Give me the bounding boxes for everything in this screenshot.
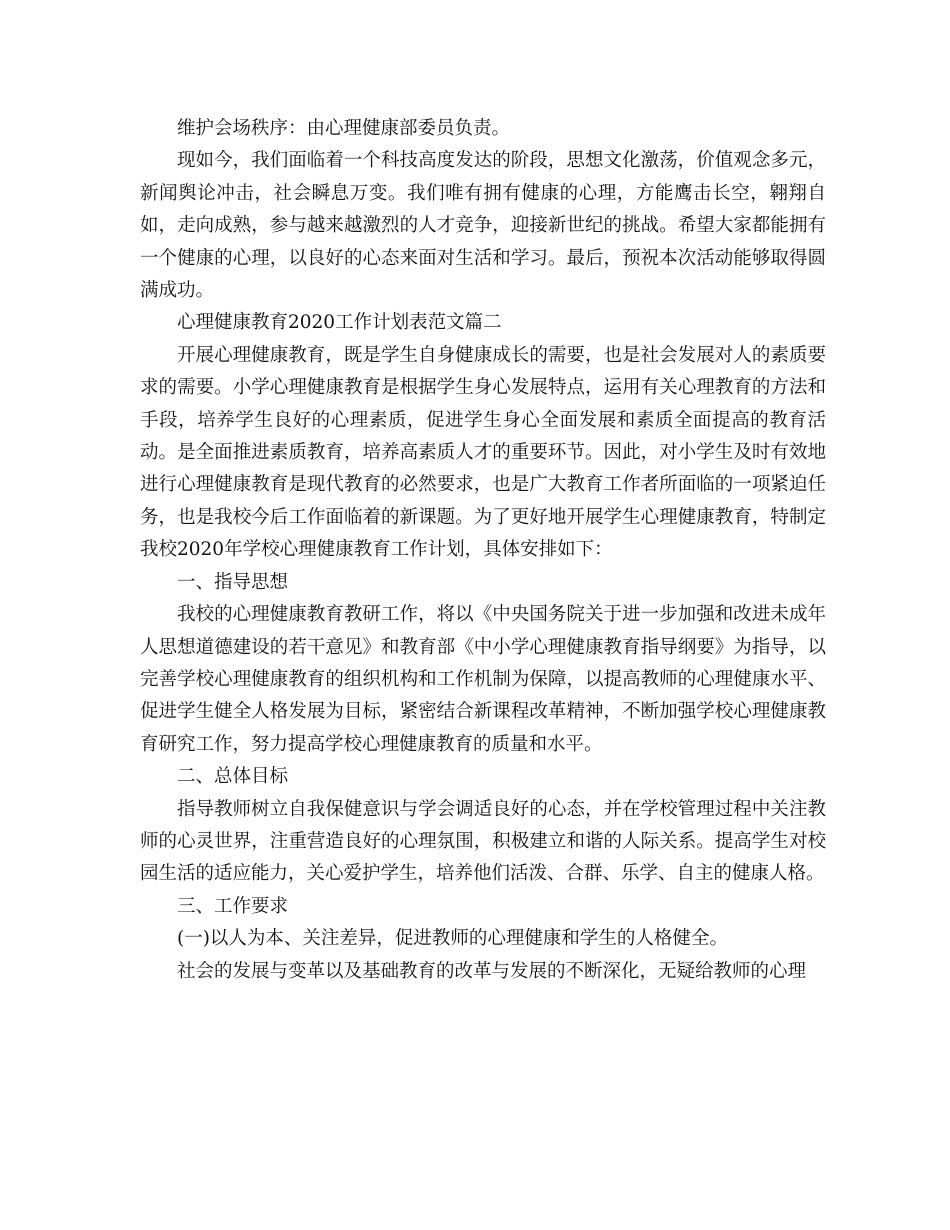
subheading-people-oriented: (一)以人为本、关注差异，促进教师的心理健康和学生的人格健全。	[177, 928, 728, 950]
paragraph-introduction: 开展心理健康教育，既是学生自身健康成长的需要，也是社会发展对人的素质要求的需要。小学心理健康教育是根据学生身心发展特点，运用有关心理教育的方法和手段，培养学生良好的心理素质，促进学生身心全面发展和素质全面提高的教育活动。是全面推进素质教育，培养高素质人才的重要环节。因此，对小学生及时有效地进行心理健康教育是现代教育的必然要求，也是广大教育工作者所面临的一项紧迫任务，也是我校今后工作面临着的新课题。为了更好地开展学生心理健康教育，特制定我校2020年学校心理健康教育工作计划，具体安排如下：	[140, 344, 826, 561]
paragraph-closing-remarks: 现如今，我们面临着一个科技高度发达的阶段，思想文化激荡，价值观念多元，新闻舆论冲击，社会瞬息万变。我们唯有拥有健康的心理，方能鹰击长空，翱翔自如，走向成熟，参与越来越激烈的人才竞争，迎接新世纪的挑战。希望大家都能拥有一个健康的心理，以良好的心态来面对生活和学习。最后，预祝本次活动能够取得圆满成功。	[140, 150, 826, 302]
section-title-part-two: 心理健康教育2020工作计划表范文篇二	[177, 312, 502, 334]
heading-guiding-ideology: 一、指导思想	[177, 571, 289, 593]
heading-work-requirements: 三、工作要求	[177, 895, 289, 917]
paragraph-social-development: 社会的发展与变革以及基础教育的改革与发展的不断深化，无疑给教师的心理	[177, 960, 807, 982]
paragraph-venue-order: 维护会场秩序：由心理健康部委员负责。	[177, 118, 511, 139]
document-page	[140, 113, 826, 988]
paragraph-overall-goals: 指导教师树立自我保健意识与学会调适良好的心态，并在学校管理过程中关注教师的心灵世界，注重营造良好的心理氛围，积极建立和谐的人际关系。提高学生对校园生活的适应能力，关心爱护学生，培养他们活泼、合群、乐学、自主的健康人格。	[140, 798, 826, 885]
paragraph-guiding-ideology: 我校的心理健康教育教研工作，将以《中央国务院关于进一步加强和改进未成年人思想道德建设的若干意见》和教育部《中小学心理健康教育指导纲要》为指导，以完善学校心理健康教育的组织机构和工作机制为保障，以提高教师的心理健康水平、促进学生健全人格发展为目标，紧密结合新课程改革精神，不断加强学校心理健康教育研究工作，努力提高学校心理健康教育的质量和水平。	[140, 604, 826, 755]
heading-overall-goals: 二、总体目标	[177, 766, 289, 788]
